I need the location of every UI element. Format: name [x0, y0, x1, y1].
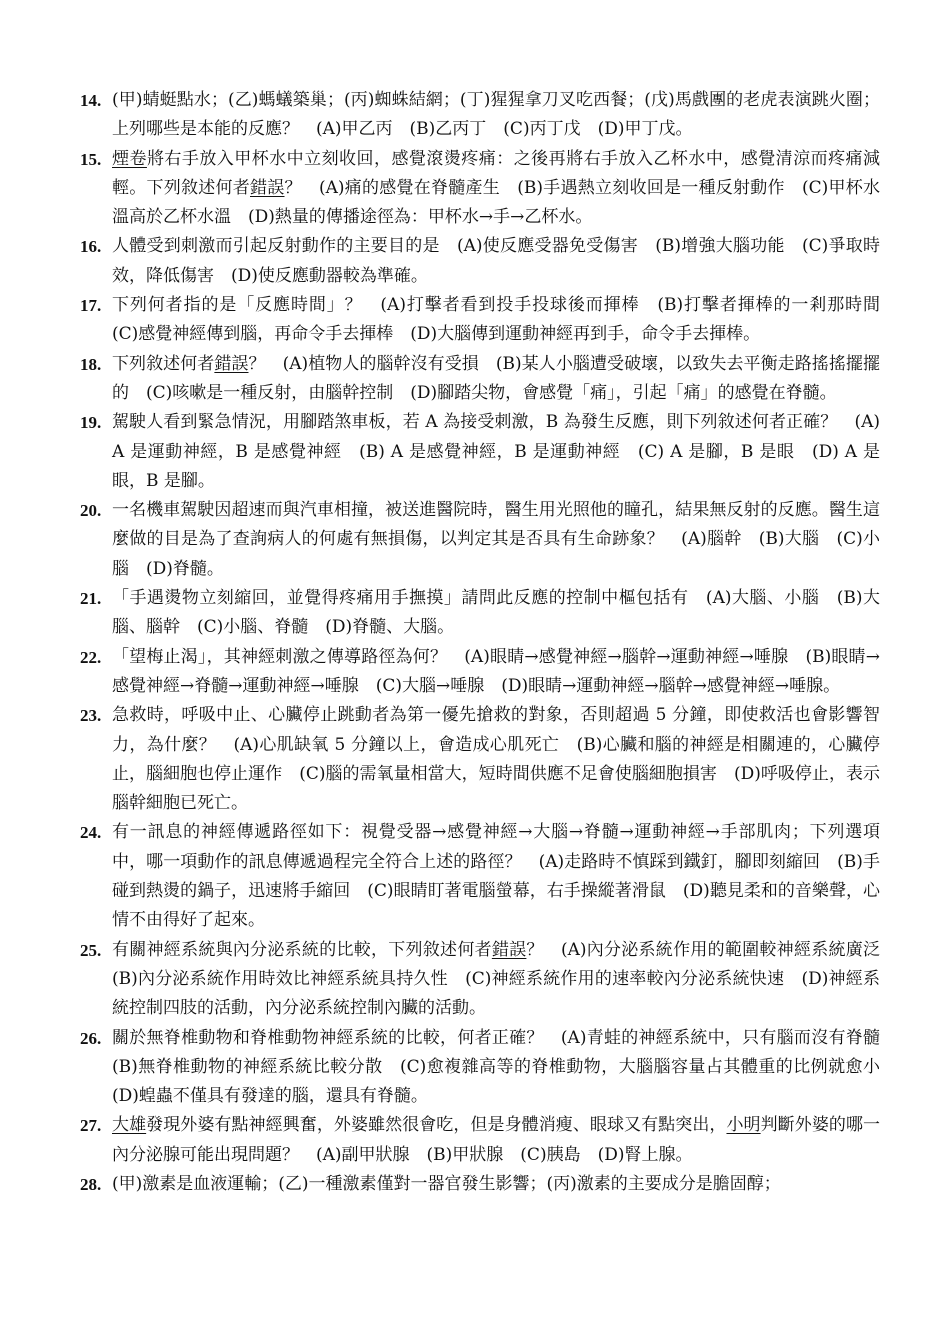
question-number: 23.: [80, 706, 102, 726]
question-text: (甲)激素是血液運輸；(乙)一種激素僅對一器官發生影響；(丙)激素的主要成分是膽固醇；: [112, 1173, 781, 1194]
underlined-text: 小明: [726, 1115, 761, 1136]
question-item: [80, 643, 880, 702]
question-item: [80, 818, 880, 935]
underlined-text: 錯誤: [250, 177, 285, 198]
question-list: [80, 86, 898, 1199]
question-text: 有關神經系統與內分泌系統的比較，下列敘述何者: [112, 939, 492, 960]
question-number: 27.: [80, 1116, 102, 1136]
underlined-text: 錯誤: [491, 939, 527, 960]
question-text: 有一訊息的神經傳遞路徑如下：視覺受器→感覺神經→大腦→脊髓→運動神經→手部肌肉；下列選項中，哪一項動作的訊息傳遞過程完全符合上述的路徑？ (A)走路時不慎踩到鐵釘，腳即刻縮回 (B)手碰到熱燙的鍋子，迅速將手縮回 (C)眼睛盯著電腦螢幕，右手操縱著滑鼠 (D)聽見柔和的音樂聲，心情不由得好了起來。: [112, 822, 881, 931]
question-item: [80, 232, 880, 291]
question-number: 24.: [80, 823, 102, 843]
question-text: 判斷外婆的哪一內分泌腺可能出現問題？ (A)副甲狀腺 (B)甲狀腺 (C)胰島 (D)腎上腺。: [112, 1115, 881, 1165]
question-text: 「手遇燙物立刻縮回，並覺得疼痛用手撫摸」請問此反應的控制中樞包括有 (A)大腦、小腦 (B)大腦、腦幹 (C)小腦、脊髓 (D)脊髓、大腦。: [112, 588, 880, 638]
question-number: 15.: [80, 149, 102, 169]
question-number: 16.: [80, 237, 102, 257]
question-item: [80, 291, 897, 350]
question-text: 將右手放入甲杯水中立刻收回，感覺滾燙疼痛：之後再將右手放入乙杯水中，感覺清涼而疼痛減輕。下列敘述何者: [112, 148, 881, 198]
question-text: 發現外婆有點神經興奮，外婆雖然很會吃，但是身體消瘦、眼球又有點突出，: [146, 1115, 727, 1136]
question-item: [80, 145, 880, 233]
underlined-text: 錯誤: [214, 353, 249, 374]
question-item: [80, 496, 880, 584]
question-item: [80, 1024, 897, 1112]
question-item: [80, 408, 880, 496]
question-text: 下列敘述何者: [112, 353, 215, 374]
question-item: [80, 584, 880, 643]
question-item: [80, 86, 880, 145]
question-item: [80, 701, 880, 818]
question-text: 人體受到刺激而引起反射動作的主要目的是 (A)使反應受器免受傷害 (B)增強大腦功能 (C)爭取時效，降低傷害 (D)使反應動器較為準確。: [112, 236, 880, 286]
question-number: 26.: [80, 1028, 102, 1048]
question-number: 20.: [80, 501, 102, 521]
question-number: 14.: [80, 91, 102, 110]
question-text: 一名機車駕駛因超速而與汽車相撞，被送進醫院時，醫生用光照他的瞳孔，結果無反射的反應。醫生這麼做的目是為了查詢病人的何處有無損傷，以判定其是否具有生命跡象？ (A)腦幹 (B)大腦 (C)小腦 (D)脊髓。: [112, 500, 880, 579]
underlined-text: 煙卷: [112, 148, 147, 169]
question-number: 19.: [80, 413, 102, 433]
question-text: (甲)蜻蜓點水；(乙)螞蟻築巢；(丙)蜘蛛結網；(丁)猩猩拿刀叉吃西餐；(戊)馬戲團的老虎表演跳火圈；上列哪些是本能的反應？ (A)甲乙丙 (B)乙丙丁 (C)丙丁戊 (D)甲丁戊。: [112, 90, 880, 140]
question-text: ？ (A)痛的感覺在脊髓產生 (B)手遇熱立刻收回是一種反射動作 (C)甲杯水溫高於乙杯水溫 (D)熱量的傳播途徑為：甲杯水→手→乙杯水。: [112, 177, 881, 228]
question-number: 28.: [80, 1174, 102, 1194]
question-item: [80, 350, 880, 409]
question-text: ？ (A)內分泌系統作用的範圍較神經系統廣泛 (B)內分泌系統作用時效比神經系統具持久性 (C)神經系統作用的速率較內分泌系統快速 (D)神經系統控制四肢的活動，內分泌系統控制內臟的活動。: [112, 939, 898, 1019]
question-text: 關於無脊椎動物和脊椎動物神經系統的比較，何者正確？ (A)青蛙的神經系統中，只有腦而沒有脊髓 (B)無脊椎動物的神經系統比較分散 (C)愈複雜高等的脊椎動物，大腦腦容量占其體重的比例就愈小 (D)蝗蟲不僅具有發達的腦，還具有脊髓。: [112, 1027, 897, 1107]
question-number: 21.: [80, 589, 102, 609]
question-number: 17.: [80, 296, 102, 316]
question-text: ？ (A)植物人的腦幹沒有受損 (B)某人小腦遭受破壞，以致失去平衡走路搖搖擺擺的 (C)咳嗽是一種反射，由腦幹控制 (D)腳踏尖物，會感覺「痛」，引起「痛」的感覺在脊髓。: [112, 353, 880, 403]
question-item: [80, 1170, 880, 1199]
question-text: 急救時，呼吸中止、心臟停止跳動者為第一優先搶救的對象，否則超過 5 分鐘，即使救活也會影響智力，為什麼？ (A)心肌缺氧 5 分鐘以上，會造成心肌死亡 (B)心臟和腦的神經是相關連的，心臟停止，腦細胞也停止運作 (C)腦的需氧量相當大，短時間供應不足會使腦細胞損害 (D)呼吸停止，表示腦幹細胞已死亡。: [112, 705, 880, 814]
question-number: 18.: [80, 354, 102, 374]
question-text: 駕駛人看到緊急情況，用腳踏煞車板，若 A 為接受刺激，B 為發生反應，則下列敘述何者正確？ (A) A 是運動神經，B 是感覺神經 (B) A 是感覺神經，B 是運動神經 (C) A 是腳，B 是眼 (D) A 是眼，B 是腳。: [112, 412, 880, 491]
question-text: 「望梅止渴」，其神經刺激之傳導路徑為何？ (A)眼睛→感覺神經→腦幹→運動神經→唾腺 (B)眼睛→感覺神經→脊髓→運動神經→唾腺 (C)大腦→唾腺 (D)眼睛→運動神經→腦幹→感覺神經→唾腺。: [112, 646, 880, 696]
underlined-text: 大雄: [112, 1115, 147, 1136]
question-item: [80, 936, 898, 1024]
question-item: [80, 1111, 880, 1170]
question-number: 22.: [80, 647, 102, 667]
question-text: 下列何者指的是「反應時間」？ (A)打擊者看到投手投球後而揮棒 (B)打擊者揮棒的一剎那時間 (C)感覺神經傳到腦，再命令手去揮棒 (D)大腦傳到運動神經再到手，命令手去揮棒。: [112, 295, 897, 345]
question-number: 25.: [80, 940, 102, 960]
